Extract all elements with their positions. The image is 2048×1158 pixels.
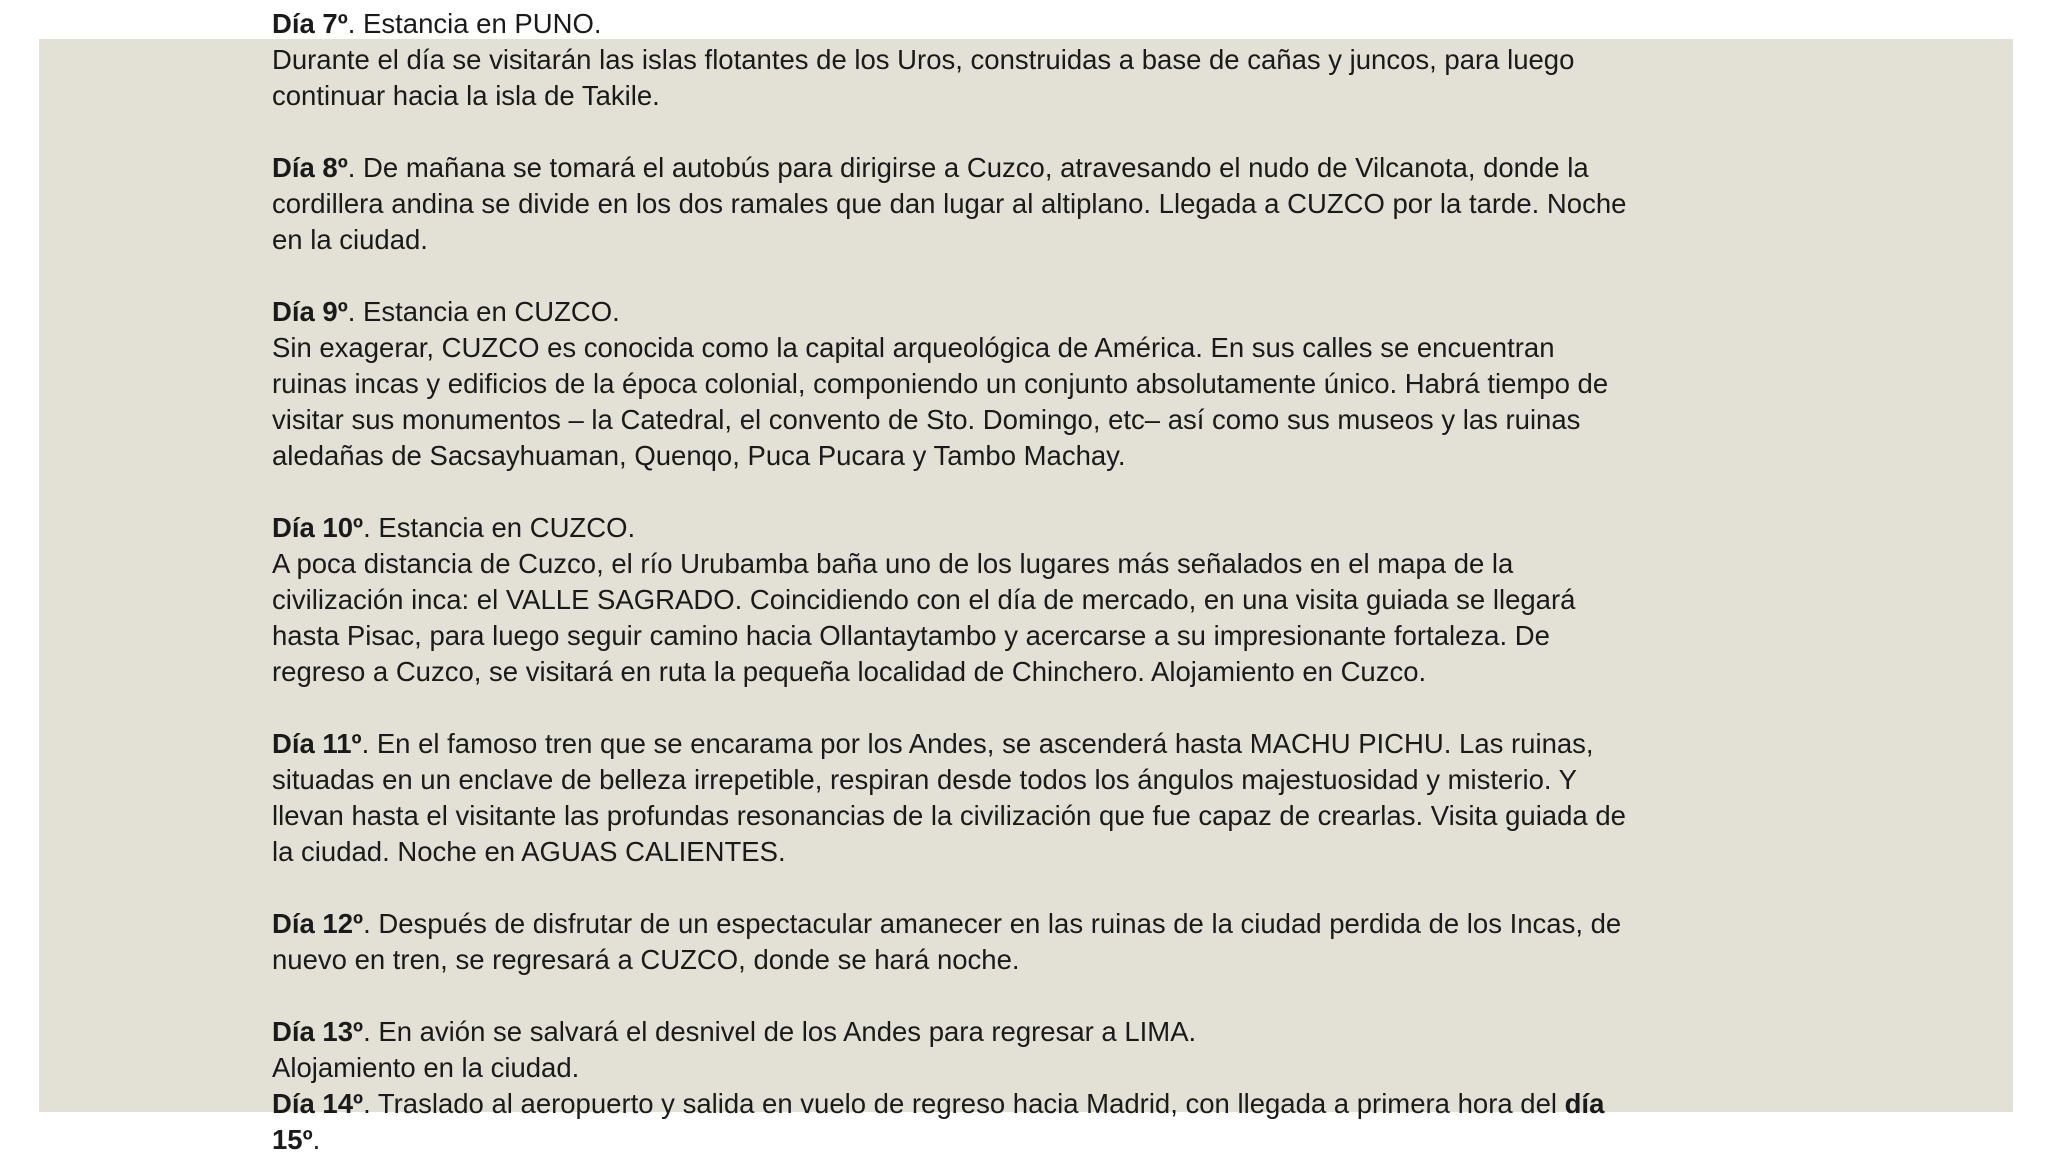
day-label: Día 9º xyxy=(272,296,348,327)
day-label: Día 7º xyxy=(272,8,348,39)
text-line: . Después de disfrutar de un espectacular amanecer en las ruinas de la ciudad perdida de los Incas, de xyxy=(363,908,1622,939)
text-line: . Estancia en PUNO. xyxy=(347,8,602,39)
bold-text: día xyxy=(1564,1088,1605,1119)
day-14-paragraph xyxy=(272,1086,1772,1158)
text-line: . De mañana se tomará el autobús para dirigirse a Cuzco, atravesando el nudo de Vilcanota, donde la xyxy=(347,152,1589,183)
day-label: Día 14º xyxy=(272,1088,364,1119)
text-line: . En el famoso tren que se encarama por los Andes, se ascenderá hasta MACHU PICHU. Las ruinas, xyxy=(361,728,1594,759)
text-line: situadas en un enclave de belleza irrepetible, respiran desde todos los ángulos majestuosidad y misterio. Y xyxy=(272,764,1577,795)
text-line: . Estancia en CUZCO. xyxy=(363,512,636,543)
text-line: en la ciudad. xyxy=(272,224,428,255)
text-line: A poca distancia de Cuzco, el río Urubamba baña uno de los lugares más señalados en el mapa de la xyxy=(272,548,1514,579)
day-9-paragraph xyxy=(272,294,1772,474)
text-line: . xyxy=(312,1124,321,1155)
text-line: Durante el día se visitarán las islas flotantes de los Uros, construidas a base de cañas y juncos, para luego xyxy=(272,44,1575,75)
text-line: nuevo en tren, se regresará a CUZCO, donde se hará noche. xyxy=(272,944,1020,975)
text-line: visitar sus monumentos – la Catedral, el convento de Sto. Domingo, etc– así como sus museos y las ruinas xyxy=(272,404,1581,435)
itinerary-text xyxy=(272,6,1772,1158)
day-10-paragraph xyxy=(272,510,1772,690)
text-line: . Estancia en CUZCO. xyxy=(347,296,620,327)
day-7-paragraph xyxy=(272,6,1772,114)
day-13-paragraph xyxy=(272,1014,1772,1086)
text-line: regreso a Cuzco, se visitará en ruta la pequeña localidad de Chinchero. Alojamiento en Cuzco. xyxy=(272,656,1427,687)
day-label: Día 8º xyxy=(272,152,348,183)
day-label: Día 11º xyxy=(272,728,362,759)
day-label: Día 10º xyxy=(272,512,364,543)
day-label: Día 13º xyxy=(272,1016,364,1047)
text-line: Alojamiento en la ciudad. xyxy=(272,1052,580,1083)
text-line: llevan hasta el visitante las profundas resonancias de la civilización que fue capaz de crearlas. Visita guiada de xyxy=(272,800,1626,831)
day-8-paragraph xyxy=(272,150,1772,258)
text-line: . Traslado al aeropuerto y salida en vuelo de regreso hacia Madrid, con llegada a primera hora del xyxy=(363,1088,1565,1119)
text-line: continuar hacia la isla de Takile. xyxy=(272,80,660,111)
day-11-paragraph xyxy=(272,726,1772,870)
text-line: Sin exagerar, CUZCO es conocida como la capital arqueológica de América. En sus calles se encuentran xyxy=(272,332,1555,363)
text-line: ruinas incas y edificios de la época colonial, componiendo un conjunto absolutamente único. Habrá tiempo de xyxy=(272,368,1609,399)
text-line: la ciudad. Noche en AGUAS CALIENTES. xyxy=(272,836,786,867)
bold-text: 15º xyxy=(272,1124,313,1155)
day-label: Día 12º xyxy=(272,908,364,939)
text-line: hasta Pisac, para luego seguir camino hacia Ollantaytambo y acercarse a su impresionante fortaleza. De xyxy=(272,620,1550,651)
text-line: . En avión se salvará el desnivel de los Andes para regresar a LIMA. xyxy=(363,1016,1197,1047)
text-line: civilización inca: el VALLE SAGRADO. Coincidiendo con el día de mercado, en una visita guiada se llegará xyxy=(272,584,1576,615)
text-line: aledañas de Sacsayhuaman, Quenqo, Puca Pucara y Tambo Machay. xyxy=(272,440,1126,471)
day-12-paragraph xyxy=(272,906,1772,978)
text-line: cordillera andina se divide en los dos ramales que dan lugar al altiplano. Llegada a CUZCO por la tarde. Noche xyxy=(272,188,1627,219)
